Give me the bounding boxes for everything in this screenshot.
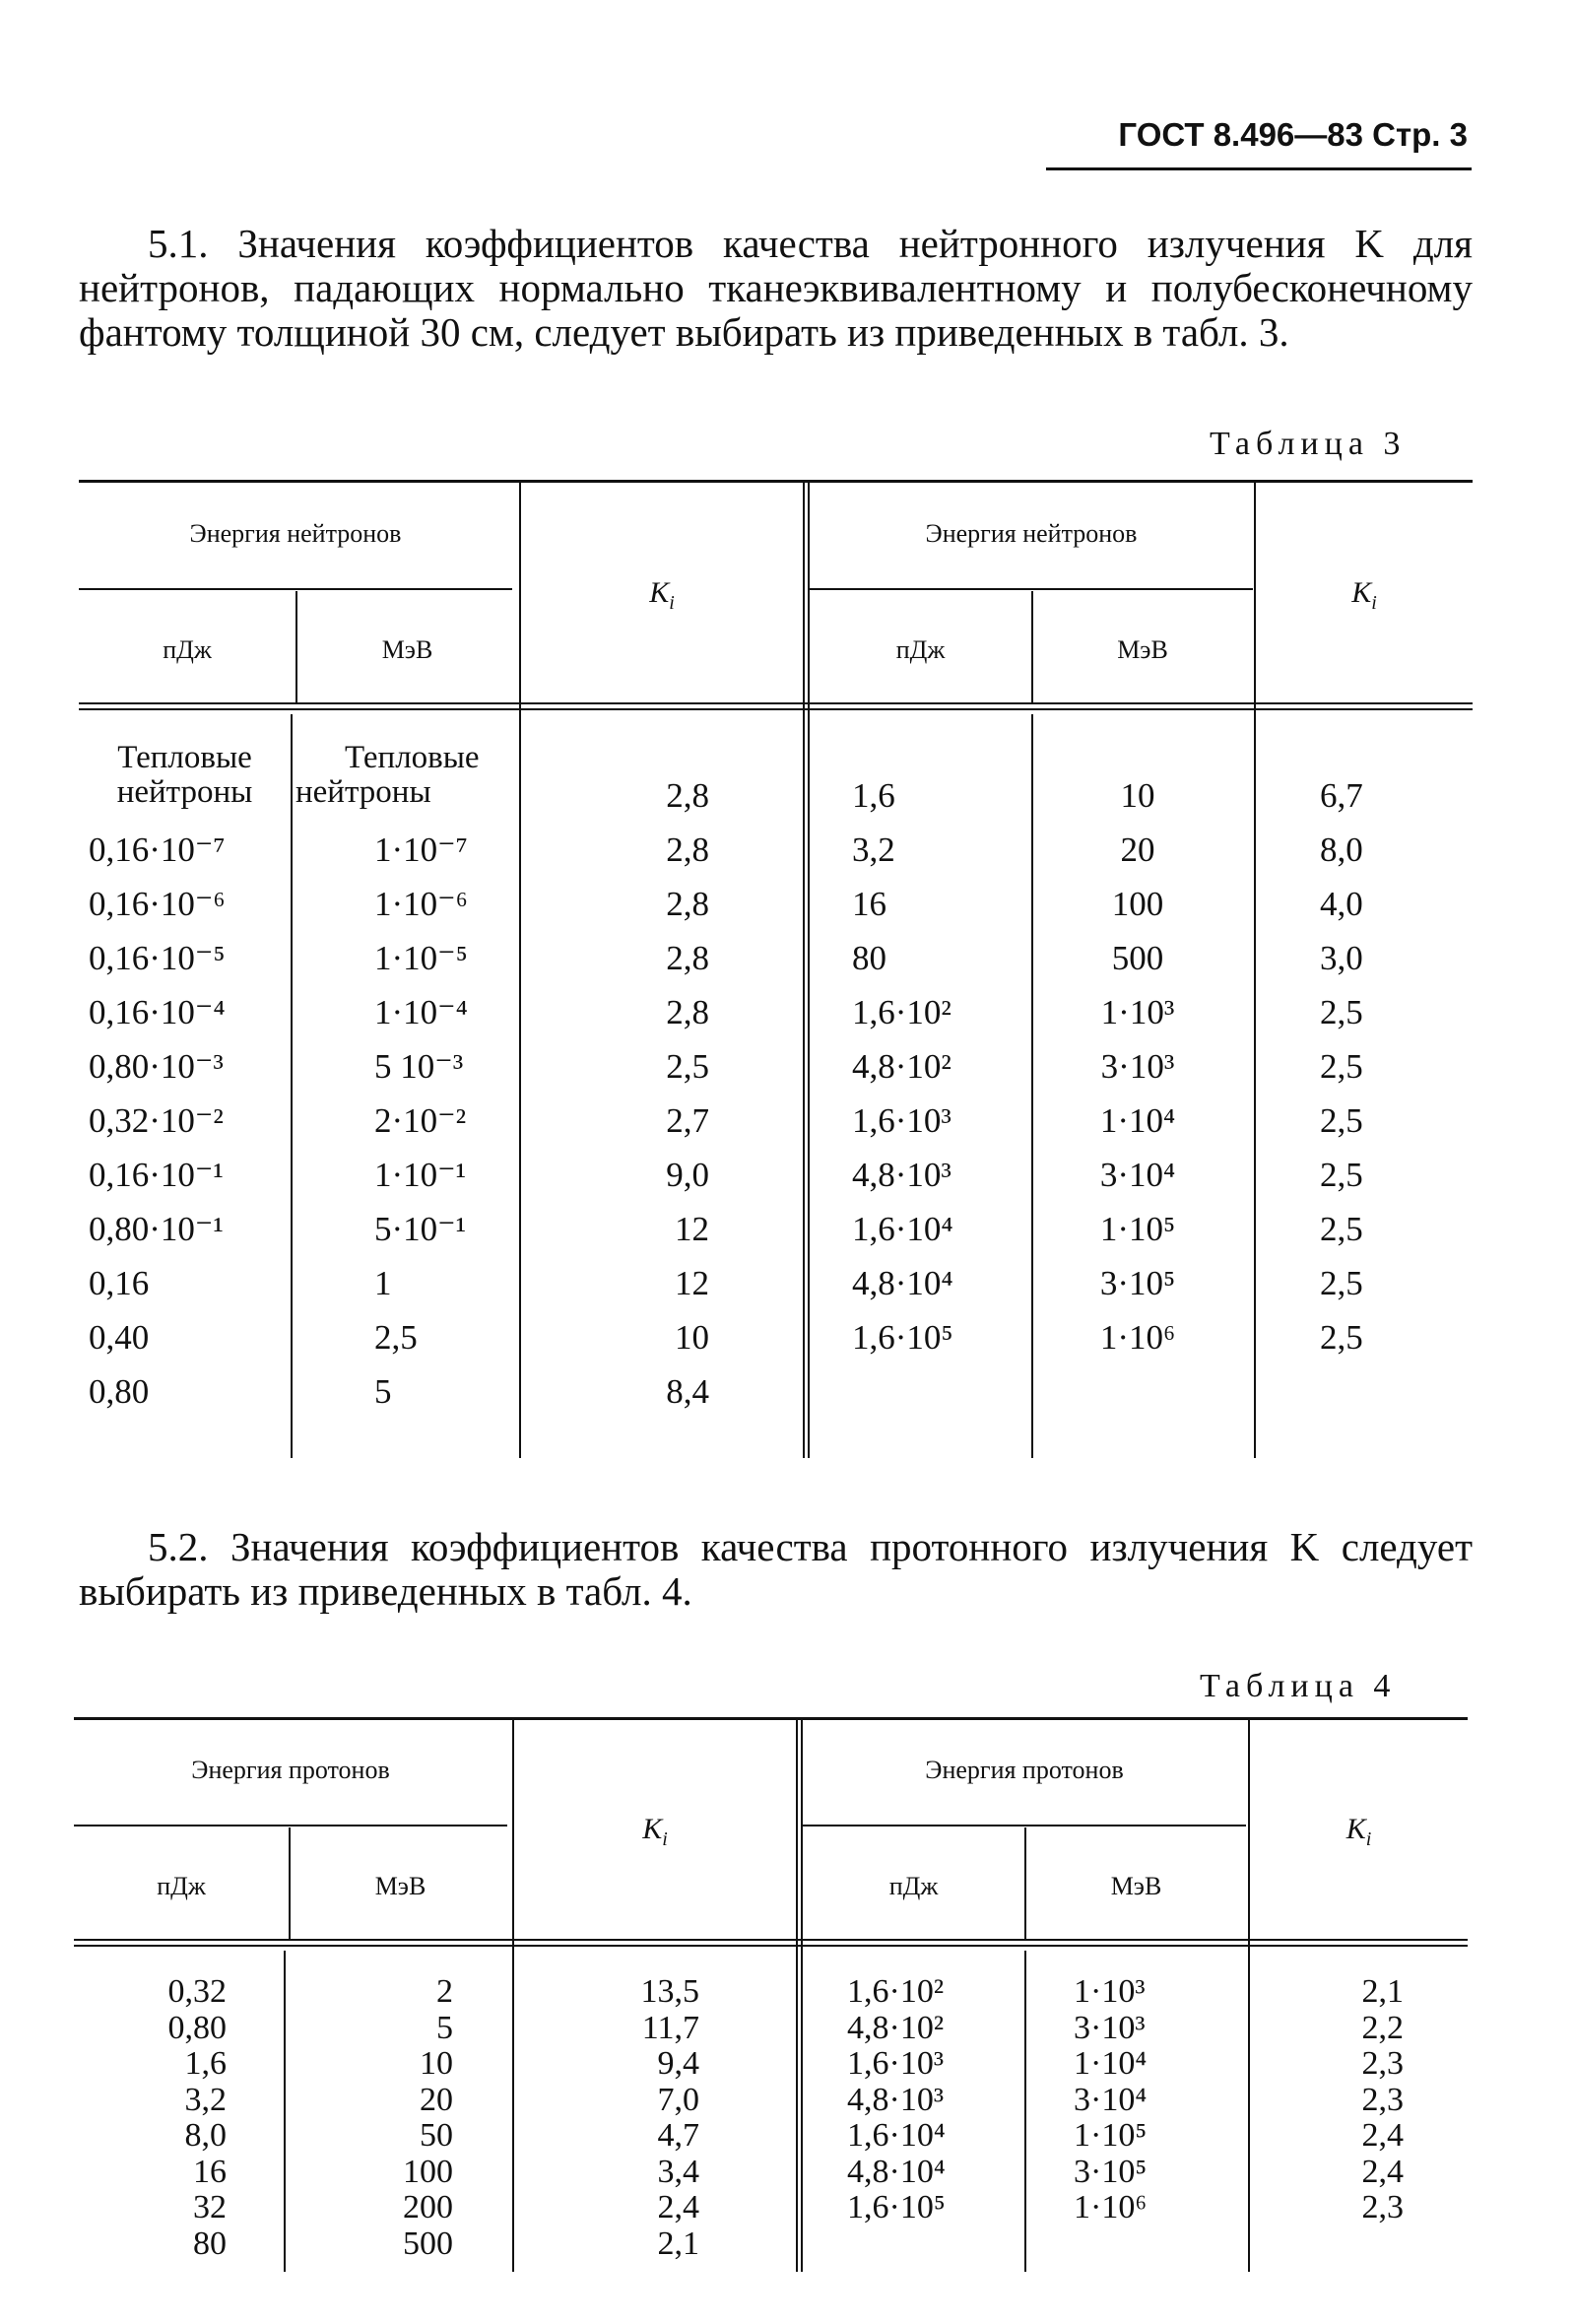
- table-3-col-mev: МэВ: [1117, 635, 1168, 664]
- table-3-right-k-column: [1320, 768, 1418, 1364]
- table3-cell-left-k: 2,8: [666, 939, 709, 977]
- paragraph-5-2-text: 5.2. Значения коэффициентов качества протонного излучения K следует выбирать из приведенных в табл. 4.: [79, 1524, 1473, 1614]
- table3-cell-left-k: 12: [675, 1210, 709, 1248]
- table3-cell-left-mev: [374, 768, 512, 823]
- table3-cell-right-k: 2,5: [1320, 1264, 1363, 1302]
- table-3-right-mev-column: [1064, 768, 1212, 1364]
- table4-cell-left-pj: 0,80: [167, 2009, 227, 2046]
- table-4-header-double-rule: [74, 1939, 1468, 1947]
- table4-cell-left-mev: 50: [420, 2117, 453, 2154]
- table3-cell-right-k: 2,5: [1320, 993, 1363, 1031]
- table4-cell-left-k: 4,7: [657, 2117, 699, 2154]
- table4-cell-left-pj: 8,0: [184, 2117, 227, 2154]
- table3-cell-right-mev: 1·10⁴: [1099, 1101, 1176, 1140]
- table4-cell-right-k: 2,1: [1361, 1973, 1404, 2010]
- table3-cell-left-pj: 0,40: [89, 1318, 150, 1357]
- table3-cell-left-mev: 1·10⁻⁷: [374, 830, 468, 869]
- table-4-right-k-column: [1305, 1974, 1404, 2226]
- table3-cell-right-pj: 16: [852, 885, 886, 923]
- table3-cell-right-mev: 500: [1111, 939, 1164, 977]
- table3-cell-left-k: 2,5: [666, 1047, 709, 1086]
- table4-cell-left-pj: 1,6: [184, 2045, 227, 2082]
- table3-cell-left-pj: 0,80·10⁻¹: [89, 1210, 224, 1248]
- table3-cell-right-mev: 10: [1120, 776, 1155, 815]
- table3-cell-left-pj: [89, 768, 286, 823]
- table3-cell-right-k: 6,7: [1320, 776, 1363, 815]
- table3-cell-right-mev: 3·10³: [1100, 1047, 1175, 1086]
- table3-cell-right-mev: 1·10³: [1100, 993, 1175, 1031]
- table3-cell-left-mev: 2·10⁻²: [374, 1101, 467, 1140]
- header-rule: [1046, 167, 1472, 170]
- table-4-col-k: $K_i$: [642, 1813, 668, 1850]
- table3-cell-right-mev: 20: [1120, 830, 1155, 869]
- table4-cell-right-k: 2,4: [1361, 2117, 1404, 2154]
- table4-cell-right-k: 2,2: [1361, 2009, 1404, 2046]
- table-3-left-pj-column: [89, 768, 286, 1419]
- table3-cell-right-pj: 1,6·10⁵: [852, 1318, 953, 1357]
- paragraph-5-2: [79, 1525, 1473, 1614]
- table-3-col-pj: пДж: [895, 635, 946, 664]
- table3-cell-left-pj: 0,16·10⁻¹: [89, 1156, 224, 1194]
- table-3-right-pj-column: [852, 768, 1019, 1364]
- table-4-col-k: $K_i$: [1345, 1813, 1372, 1850]
- table4-cell-right-pj: 4,8·10²: [847, 2009, 945, 2046]
- table3-cell-right-mev: 3·10⁵: [1099, 1264, 1176, 1302]
- table-4-left-mev-column: [335, 1974, 453, 2262]
- table-3-caption: Таблица 3: [1210, 426, 1407, 462]
- table3-cell-right-k: 2,5: [1320, 1101, 1363, 1140]
- table3-cell-left-pj: 0,80: [89, 1372, 150, 1411]
- table3-cell-right-pj: 1,6: [852, 776, 895, 815]
- table-3-col-mev: МэВ: [381, 635, 433, 664]
- table3-cell-right-pj: 1,6·10³: [852, 1101, 952, 1140]
- table4-cell-left-mev: 5: [436, 2009, 453, 2046]
- table4-cell-left-mev: 20: [420, 2081, 453, 2118]
- table3-cell-left-k: 10: [675, 1318, 709, 1357]
- table-3-vline: [1031, 714, 1033, 1458]
- table4-cell-left-mev: 2: [436, 1973, 453, 2010]
- table-3-col-pj: пДж: [163, 635, 212, 664]
- table-4-left-pj-column: [108, 1974, 227, 2262]
- table3-cell-left-pj: 0,16·10⁻⁵: [89, 939, 226, 977]
- table3-cell-right-mev: 3·10⁴: [1099, 1156, 1176, 1194]
- table-3-double-vline: [803, 483, 810, 1458]
- table3-cell-right-pj: 4,8·10³: [852, 1156, 952, 1194]
- table4-cell-left-mev: 10: [420, 2045, 453, 2082]
- table4-cell-left-k: 2,1: [657, 2224, 699, 2262]
- table3-cell-left-pj: 0,16·10⁻⁶: [89, 885, 226, 923]
- table4-cell-left-k: 3,4: [657, 2153, 699, 2190]
- table4-cell-left-k: 13,5: [640, 1973, 699, 2010]
- table-4-right-mev-column: [1074, 1974, 1202, 2226]
- table3-cell-left-pj: 0,16·10⁻⁷: [89, 830, 226, 869]
- table-3-col-k: $K_i$: [1351, 576, 1377, 614]
- table3-cell-right-k: 2,5: [1320, 1047, 1363, 1086]
- table3-cell-right-pj: 4,8·10²: [852, 1047, 952, 1086]
- table3-cell-left-k: 8,4: [666, 1372, 709, 1411]
- table3-cell-left-k: 2,8: [666, 776, 709, 815]
- table3-cell-right-mev: 100: [1111, 885, 1164, 923]
- table3-cell-left-mev: 1·10⁻⁶: [374, 885, 468, 923]
- table4-cell-right-mev: 1·10³: [1074, 1973, 1146, 2010]
- table4-cell-right-mev: 3·10³: [1074, 2009, 1146, 2046]
- table3-cell-right-k: 8,0: [1320, 830, 1363, 869]
- table-4-col-mev: МэВ: [374, 1872, 427, 1900]
- table3-cell-left-pj: 0,32·10⁻²: [89, 1101, 224, 1140]
- table3-cell-left-mev: 1·10⁻¹: [374, 1156, 467, 1194]
- table-3-col-k: $K_i$: [649, 576, 675, 614]
- page-header: ГОСТ 8.496—83 Стр. 3: [1118, 116, 1468, 153]
- table-4-vline: [512, 1720, 514, 2272]
- table3-cell-left-mev: 1·10⁻⁵: [374, 939, 468, 977]
- table4-cell-left-pj: 0,32: [167, 1973, 227, 2010]
- table-4-col-mev: МэВ: [1110, 1872, 1162, 1900]
- table-3-group-rule-right: [810, 588, 1253, 590]
- table3-cell-right-pj: 4,8·10⁴: [852, 1264, 953, 1302]
- table4-cell-left-pj: 80: [193, 2224, 227, 2262]
- table4-cell-right-k: 2,3: [1361, 2189, 1404, 2225]
- table4-cell-left-k: 9,4: [657, 2045, 699, 2082]
- table4-cell-right-mev: 3·10⁵: [1074, 2153, 1148, 2190]
- table-3-top-rule: [79, 480, 1473, 483]
- table3-cell-left-k: 12: [675, 1264, 709, 1302]
- table-3-group-header: Энергия нейтронов: [925, 519, 1138, 548]
- table-4-vline: [1248, 1720, 1250, 2272]
- table4-cell-right-pj: 4,8·10³: [847, 2081, 945, 2118]
- table-3-group-rule-left: [79, 588, 512, 590]
- table4-cell-left-mev: 500: [403, 2224, 453, 2262]
- table-4-group-header: Энергия протонов: [191, 1756, 390, 1784]
- table3-cell-left-mev: 1·10⁻⁴: [374, 993, 468, 1031]
- table4-cell-right-mev: 1·10⁴: [1074, 2045, 1148, 2082]
- table4-cell-left-k: 2,4: [657, 2189, 699, 2225]
- table-3-thermal-pj: Тепловые нейтроны: [116, 740, 253, 810]
- table3-cell-left-mev: 5·10⁻¹: [374, 1210, 467, 1248]
- table3-cell-left-mev: 5: [374, 1372, 392, 1411]
- table4-cell-right-pj: 1,6·10⁵: [847, 2189, 946, 2225]
- table3-cell-right-k: 4,0: [1320, 885, 1363, 923]
- table-3-thermal-mev: Тепловые нейтроны: [295, 740, 480, 810]
- table3-cell-left-pj: 0,16: [89, 1264, 150, 1302]
- table3-cell-right-mev: 1·10⁶: [1099, 1318, 1176, 1357]
- table-3-vline: [519, 483, 521, 1458]
- table4-cell-left-k: 7,0: [657, 2081, 699, 2118]
- table-3-vline: [1254, 483, 1256, 1458]
- table3-cell-left-mev: 5 10⁻³: [374, 1047, 464, 1086]
- table-3-left-k-column: [611, 768, 709, 1419]
- table4-cell-right-pj: 1,6·10²: [847, 1973, 945, 2010]
- table3-cell-right-pj: 80: [852, 939, 886, 977]
- table-4-right-pj-column: [847, 1974, 1005, 2226]
- table-4-col-pj: пДж: [888, 1872, 939, 1900]
- table3-cell-left-k: 2,8: [666, 885, 709, 923]
- table-3-left-mev-column: [374, 768, 512, 1419]
- table-4-group-rule-left: [74, 1825, 507, 1826]
- table-3-header-double-rule: [79, 702, 1473, 710]
- table4-cell-left-pj: 32: [193, 2189, 227, 2225]
- table-4-top-rule: [74, 1717, 1468, 1720]
- table3-cell-left-k: 2,7: [666, 1101, 709, 1140]
- table4-cell-right-mev: 3·10⁴: [1074, 2081, 1148, 2118]
- table4-cell-right-k: 2,3: [1361, 2081, 1404, 2118]
- table-4-caption: Таблица 4: [1200, 1668, 1397, 1704]
- table4-cell-left-pj: 3,2: [184, 2081, 227, 2118]
- table-4-group-header: Энергия протонов: [925, 1756, 1124, 1784]
- table4-cell-right-mev: 1·10⁵: [1074, 2117, 1148, 2154]
- table-3-vline: [291, 714, 293, 1458]
- table-4-vline: [284, 1951, 286, 2272]
- paragraph-5-1: [79, 222, 1473, 355]
- table3-cell-right-pj: 1,6·10²: [852, 993, 952, 1031]
- table-4-double-vline: [796, 1720, 803, 2272]
- table4-cell-left-mev: 200: [403, 2189, 453, 2225]
- table4-cell-right-pj: 1,6·10³: [847, 2045, 945, 2082]
- table3-cell-left-mev: 2,5: [374, 1318, 418, 1357]
- table3-cell-right-k: 2,5: [1320, 1156, 1363, 1194]
- table3-cell-right-k: 3,0: [1320, 939, 1363, 977]
- table3-cell-right-k: 2,5: [1320, 1210, 1363, 1248]
- table4-cell-left-mev: 100: [403, 2153, 453, 2190]
- table3-cell-left-k: 2,8: [666, 830, 709, 869]
- table3-cell-right-pj: 3,2: [852, 830, 895, 869]
- table3-cell-right-mev: 1·10⁵: [1099, 1210, 1176, 1248]
- table3-cell-left-mev: 1: [374, 1264, 392, 1302]
- table-4-vline: [1024, 1951, 1026, 2272]
- table-3-group-header: Энергия нейтронов: [189, 519, 402, 548]
- table3-cell-left-pj: 0,16·10⁻⁴: [89, 993, 226, 1031]
- table3-cell-left-pj: 0,80·10⁻³: [89, 1047, 224, 1086]
- table4-cell-right-pj: 4,8·10⁴: [847, 2153, 946, 2190]
- table4-cell-right-pj: 1,6·10⁴: [847, 2117, 946, 2154]
- table3-cell-right-pj: 1,6·10⁴: [852, 1210, 953, 1248]
- table4-cell-left-k: 11,7: [641, 2009, 699, 2046]
- table3-cell-left-k: 9,0: [666, 1156, 709, 1194]
- paragraph-5-1-text: 5.1. Значения коэффициентов качества нейтронного излучения K для нейтронов, падающих нормально тканеэквивалентному и полубесконечному фантому толщиной 30 см, следует выбирать из приведенных в табл. 3.: [79, 221, 1473, 355]
- table3-cell-right-k: 2,5: [1320, 1318, 1363, 1357]
- table4-cell-left-pj: 16: [193, 2153, 227, 2190]
- table3-cell-left-k: 2,8: [666, 993, 709, 1031]
- table-4-left-k-column: [591, 1974, 699, 2262]
- table4-cell-right-mev: 1·10⁶: [1074, 2189, 1148, 2225]
- table-4-col-pj: пДж: [157, 1872, 206, 1900]
- table4-cell-right-k: 2,3: [1361, 2045, 1404, 2082]
- table4-cell-right-k: 2,4: [1361, 2153, 1404, 2190]
- table-4-group-rule-right: [803, 1825, 1246, 1826]
